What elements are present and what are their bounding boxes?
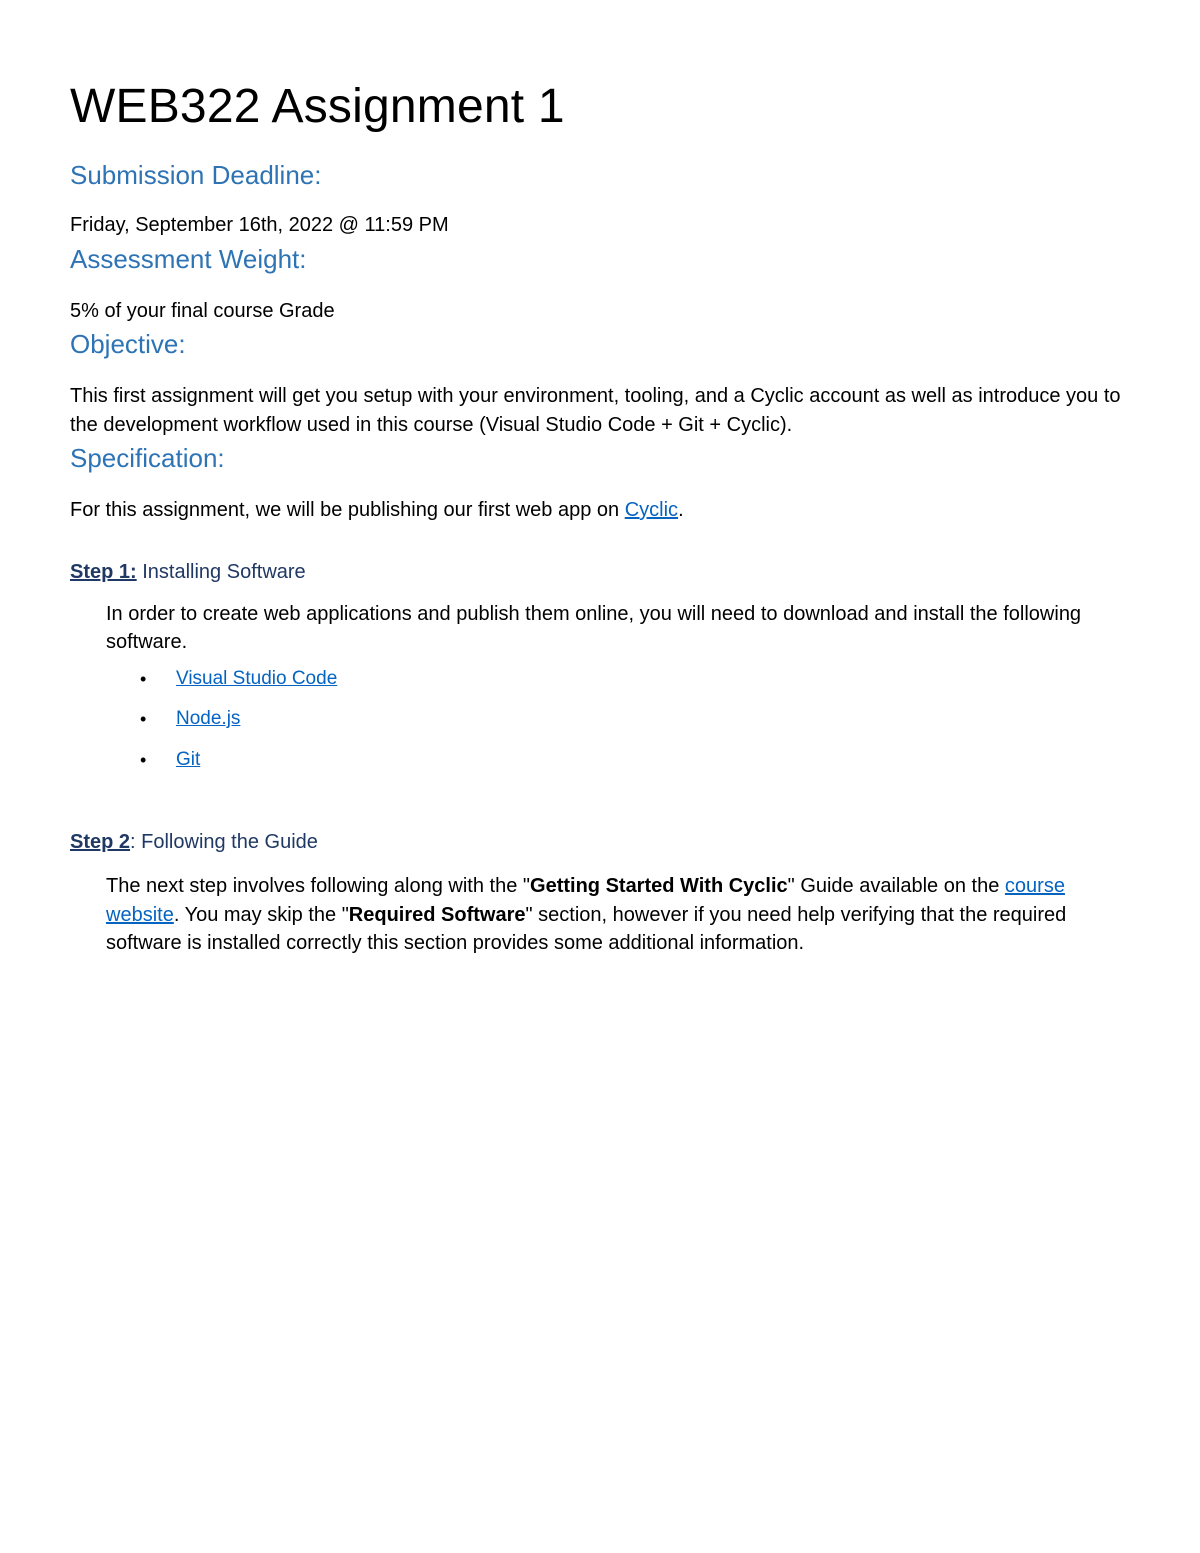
course-website-link[interactable]: course website (106, 875, 1065, 926)
step1-label: Step 1: (70, 560, 137, 583)
specification-heading: Specification: (70, 443, 225, 473)
step2-text (106, 872, 1140, 958)
step2-text-c: . You may skip the " (173, 903, 349, 926)
step1-title: Installing Software (136, 560, 306, 583)
step2-text-b: " Guide available on the (787, 875, 1005, 897)
step2-text-a: The next step involves following along with the " (106, 875, 531, 897)
step2-label: Step 2 (70, 831, 131, 853)
bullet-icon: • (140, 749, 147, 770)
intro-text-after: . (678, 499, 684, 521)
deadline-value: Friday, September 16th, 2022 @ 11:59 PM (70, 214, 449, 236)
required-software-name: Required Software (348, 903, 526, 926)
objective-text: This first assignment will get you setup with your environment, tooling, and a Cyclic account as well as introduce you to the development workflow used in this course (Visual Studio Code + Git + Cyclic). (70, 385, 1121, 436)
step1-text: In order to create web applications and publish them online, you will need to download and install the following software. (106, 602, 1082, 653)
cyclic-link[interactable]: Cyclic (624, 499, 679, 521)
step2-title: : Following the Guide (130, 831, 318, 853)
weight-heading: Assessment Weight: (70, 243, 307, 274)
bullet-icon: • (140, 668, 147, 689)
bullet-icon: • (140, 709, 147, 729)
specification-intro (70, 496, 1140, 525)
list-item (140, 699, 1140, 740)
step1-heading (70, 558, 1140, 586)
vscode-link[interactable]: Visual Studio Code (176, 667, 338, 689)
document-title: WEB322 Assignment 1 (70, 80, 565, 133)
weight-value: 5% of your final course Grade (70, 299, 335, 322)
list-item (140, 659, 1140, 700)
objective-heading: Objective: (70, 329, 186, 359)
intro-text-before: For this assignment, we will be publishing our first web app on (70, 499, 625, 521)
document-page (70, 78, 1140, 958)
list-item (140, 740, 1140, 781)
software-list (140, 659, 1140, 781)
nodejs-link[interactable]: Node.js (176, 708, 241, 729)
step2-text-d: " section, however if you need help verifying that the required software is installed correctly this section provides some additional information. (106, 903, 1067, 954)
deadline-heading: Submission Deadline: (70, 160, 322, 190)
guide-name: Getting Started With Cyclic (530, 875, 788, 897)
step2-heading (70, 828, 1140, 856)
git-link[interactable]: Git (176, 748, 201, 770)
